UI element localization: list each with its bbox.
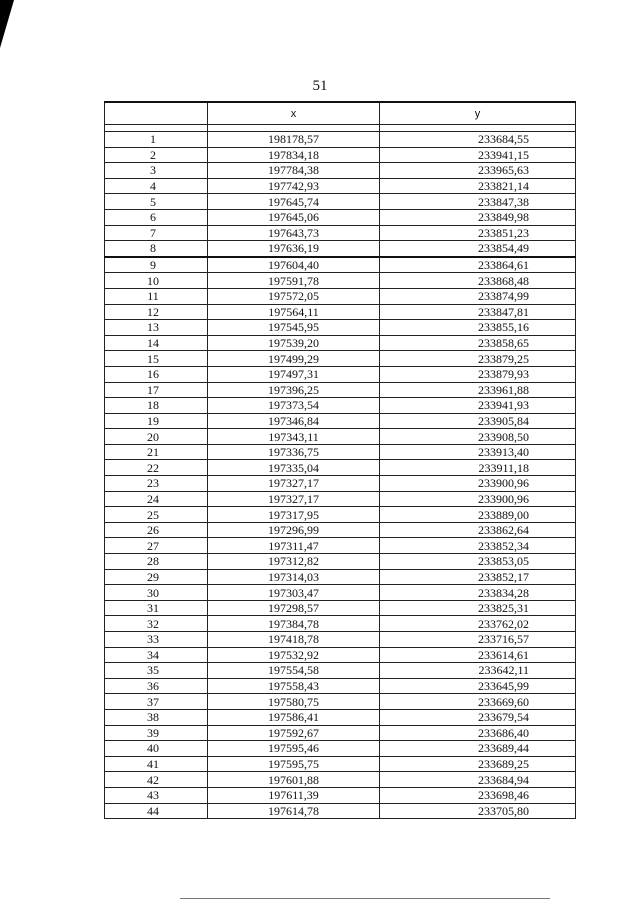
row-number: 27 [105, 538, 208, 554]
table-row [105, 413, 576, 429]
row-number: 7 [105, 225, 208, 241]
x-coordinate: 197604,40 [208, 257, 380, 273]
table-row [105, 209, 576, 225]
y-coordinate: 233689,25 [380, 756, 576, 772]
y-coordinate: 233911,18 [380, 460, 576, 476]
x-coordinate: 197532,92 [208, 647, 380, 663]
row-number: 26 [105, 522, 208, 538]
y-coordinate: 233905,84 [380, 413, 576, 429]
row-number: 5 [105, 194, 208, 210]
row-number: 6 [105, 209, 208, 225]
table-row [105, 787, 576, 803]
y-coordinate: 233645,99 [380, 678, 576, 694]
y-coordinate: 233858,65 [380, 335, 576, 351]
row-number: 8 [105, 241, 208, 257]
y-coordinate: 233879,25 [380, 351, 576, 367]
x-coordinate: 197591,78 [208, 273, 380, 289]
x-coordinate: 197545,95 [208, 320, 380, 336]
y-coordinate: 233684,94 [380, 772, 576, 788]
x-coordinate: 197312,82 [208, 554, 380, 570]
row-number: 36 [105, 678, 208, 694]
table-row [105, 741, 576, 757]
row-number: 40 [105, 741, 208, 757]
row-number: 18 [105, 398, 208, 414]
table-row [105, 709, 576, 725]
table-row [105, 803, 576, 819]
table-row [105, 585, 576, 601]
y-coordinate: 233854,49 [380, 241, 576, 257]
y-coordinate: 233642,11 [380, 663, 576, 679]
table-row [105, 538, 576, 554]
table-row [105, 257, 576, 273]
table-row [105, 632, 576, 648]
row-number: 13 [105, 320, 208, 336]
table-row [105, 194, 576, 210]
y-coordinate: 233679,54 [380, 709, 576, 725]
x-coordinate: 197327,17 [208, 491, 380, 507]
x-coordinate: 197564,11 [208, 304, 380, 320]
table-row [105, 225, 576, 241]
table-row [105, 241, 576, 257]
table-row [105, 460, 576, 476]
x-coordinate: 197611,39 [208, 787, 380, 803]
table-row [105, 600, 576, 616]
table-header-spacer [105, 125, 576, 132]
table-body [105, 132, 576, 819]
y-coordinate: 233686,40 [380, 725, 576, 741]
row-number: 10 [105, 273, 208, 289]
table-row [105, 351, 576, 367]
y-coordinate: 233879,93 [380, 366, 576, 382]
x-coordinate: 197343,11 [208, 429, 380, 445]
x-coordinate: 197572,05 [208, 288, 380, 304]
y-coordinate: 233874,99 [380, 288, 576, 304]
x-coordinate: 197834,18 [208, 147, 380, 163]
table-row [105, 320, 576, 336]
footer-line [180, 898, 550, 899]
x-coordinate: 197595,75 [208, 756, 380, 772]
y-coordinate: 233941,15 [380, 147, 576, 163]
table-row [105, 554, 576, 570]
row-number: 38 [105, 709, 208, 725]
y-coordinate: 233941,93 [380, 398, 576, 414]
row-number: 22 [105, 460, 208, 476]
x-coordinate: 197592,67 [208, 725, 380, 741]
row-number: 16 [105, 366, 208, 382]
table-row [105, 147, 576, 163]
table-row [105, 507, 576, 523]
row-number: 31 [105, 600, 208, 616]
row-number: 25 [105, 507, 208, 523]
table-row [105, 663, 576, 679]
row-number: 11 [105, 288, 208, 304]
header-x: x [208, 102, 380, 125]
row-number: 35 [105, 663, 208, 679]
x-coordinate: 197346,84 [208, 413, 380, 429]
table-row [105, 288, 576, 304]
table-row [105, 273, 576, 289]
table-row [105, 178, 576, 194]
table-row [105, 304, 576, 320]
row-number: 9 [105, 257, 208, 273]
y-coordinate: 233852,17 [380, 569, 576, 585]
row-number: 32 [105, 616, 208, 632]
x-coordinate: 197396,25 [208, 382, 380, 398]
coordinates-table [104, 101, 576, 819]
x-coordinate: 197384,78 [208, 616, 380, 632]
x-coordinate: 197580,75 [208, 694, 380, 710]
x-coordinate: 197784,38 [208, 163, 380, 179]
y-coordinate: 233669,60 [380, 694, 576, 710]
x-coordinate: 197539,20 [208, 335, 380, 351]
row-number: 23 [105, 476, 208, 492]
row-number: 20 [105, 429, 208, 445]
y-coordinate: 233853,05 [380, 554, 576, 570]
table-row [105, 491, 576, 507]
x-coordinate: 197335,04 [208, 460, 380, 476]
row-number: 2 [105, 147, 208, 163]
x-coordinate: 197636,19 [208, 241, 380, 257]
y-coordinate: 233834,28 [380, 585, 576, 601]
table-row [105, 335, 576, 351]
y-coordinate: 233614,61 [380, 647, 576, 663]
table-row [105, 678, 576, 694]
table-row [105, 382, 576, 398]
y-coordinate: 233698,46 [380, 787, 576, 803]
row-number: 12 [105, 304, 208, 320]
x-coordinate: 197497,31 [208, 366, 380, 382]
row-number: 37 [105, 694, 208, 710]
page-corner-mark [0, 0, 14, 48]
x-coordinate: 197298,57 [208, 600, 380, 616]
table-row [105, 522, 576, 538]
x-coordinate: 197296,99 [208, 522, 380, 538]
table-row [105, 569, 576, 585]
table-row [105, 756, 576, 772]
y-coordinate: 233762,02 [380, 616, 576, 632]
row-number: 42 [105, 772, 208, 788]
x-coordinate: 197595,46 [208, 741, 380, 757]
table-row [105, 694, 576, 710]
x-coordinate: 197499,29 [208, 351, 380, 367]
x-coordinate: 197311,47 [208, 538, 380, 554]
y-coordinate: 233900,96 [380, 476, 576, 492]
y-coordinate: 233847,38 [380, 194, 576, 210]
y-coordinate: 233825,31 [380, 600, 576, 616]
row-number: 1 [105, 132, 208, 148]
y-coordinate: 233689,44 [380, 741, 576, 757]
page-number: 51 [312, 78, 328, 94]
x-coordinate: 197303,47 [208, 585, 380, 601]
table-row [105, 366, 576, 382]
y-coordinate: 233908,50 [380, 429, 576, 445]
row-number: 43 [105, 787, 208, 803]
y-coordinate: 233684,55 [380, 132, 576, 148]
row-number: 34 [105, 647, 208, 663]
x-coordinate: 197554,58 [208, 663, 380, 679]
y-coordinate: 233900,96 [380, 491, 576, 507]
table-row [105, 647, 576, 663]
row-number: 39 [105, 725, 208, 741]
x-coordinate: 197586,41 [208, 709, 380, 725]
row-number: 29 [105, 569, 208, 585]
y-coordinate: 233849,98 [380, 209, 576, 225]
row-number: 3 [105, 163, 208, 179]
table-row [105, 429, 576, 445]
table-row [105, 163, 576, 179]
row-number: 41 [105, 756, 208, 772]
row-number: 24 [105, 491, 208, 507]
x-coordinate: 198178,57 [208, 132, 380, 148]
y-coordinate: 233705,80 [380, 803, 576, 819]
y-coordinate: 233855,16 [380, 320, 576, 336]
table-row [105, 398, 576, 414]
x-coordinate: 197645,74 [208, 194, 380, 210]
x-coordinate: 197327,17 [208, 476, 380, 492]
row-number: 14 [105, 335, 208, 351]
x-coordinate: 197643,73 [208, 225, 380, 241]
table-row [105, 772, 576, 788]
x-coordinate: 197742,93 [208, 178, 380, 194]
x-coordinate: 197601,88 [208, 772, 380, 788]
table-header-row [105, 102, 576, 125]
row-number: 17 [105, 382, 208, 398]
y-coordinate: 233889,00 [380, 507, 576, 523]
y-coordinate: 233864,61 [380, 257, 576, 273]
y-coordinate: 233821,14 [380, 178, 576, 194]
table-row [105, 476, 576, 492]
x-coordinate: 197614,78 [208, 803, 380, 819]
table-row [105, 725, 576, 741]
x-coordinate: 197336,75 [208, 444, 380, 460]
row-number: 33 [105, 632, 208, 648]
y-coordinate: 233847,81 [380, 304, 576, 320]
table-row [105, 616, 576, 632]
row-number: 21 [105, 444, 208, 460]
row-number: 44 [105, 803, 208, 819]
table-row [105, 132, 576, 148]
y-coordinate: 233868,48 [380, 273, 576, 289]
y-coordinate: 233961,88 [380, 382, 576, 398]
y-coordinate: 233716,57 [380, 632, 576, 648]
row-number: 28 [105, 554, 208, 570]
y-coordinate: 233965,63 [380, 163, 576, 179]
row-number: 30 [105, 585, 208, 601]
header-number [105, 102, 208, 125]
header-y: y [380, 102, 576, 125]
y-coordinate: 233862,64 [380, 522, 576, 538]
x-coordinate: 197314,03 [208, 569, 380, 585]
row-number: 4 [105, 178, 208, 194]
x-coordinate: 197418,78 [208, 632, 380, 648]
y-coordinate: 233852,34 [380, 538, 576, 554]
x-coordinate: 197373,54 [208, 398, 380, 414]
y-coordinate: 233851,23 [380, 225, 576, 241]
x-coordinate: 197558,43 [208, 678, 380, 694]
y-coordinate: 233913,40 [380, 444, 576, 460]
x-coordinate: 197317,95 [208, 507, 380, 523]
x-coordinate: 197645,06 [208, 209, 380, 225]
row-number: 15 [105, 351, 208, 367]
table-row [105, 444, 576, 460]
row-number: 19 [105, 413, 208, 429]
